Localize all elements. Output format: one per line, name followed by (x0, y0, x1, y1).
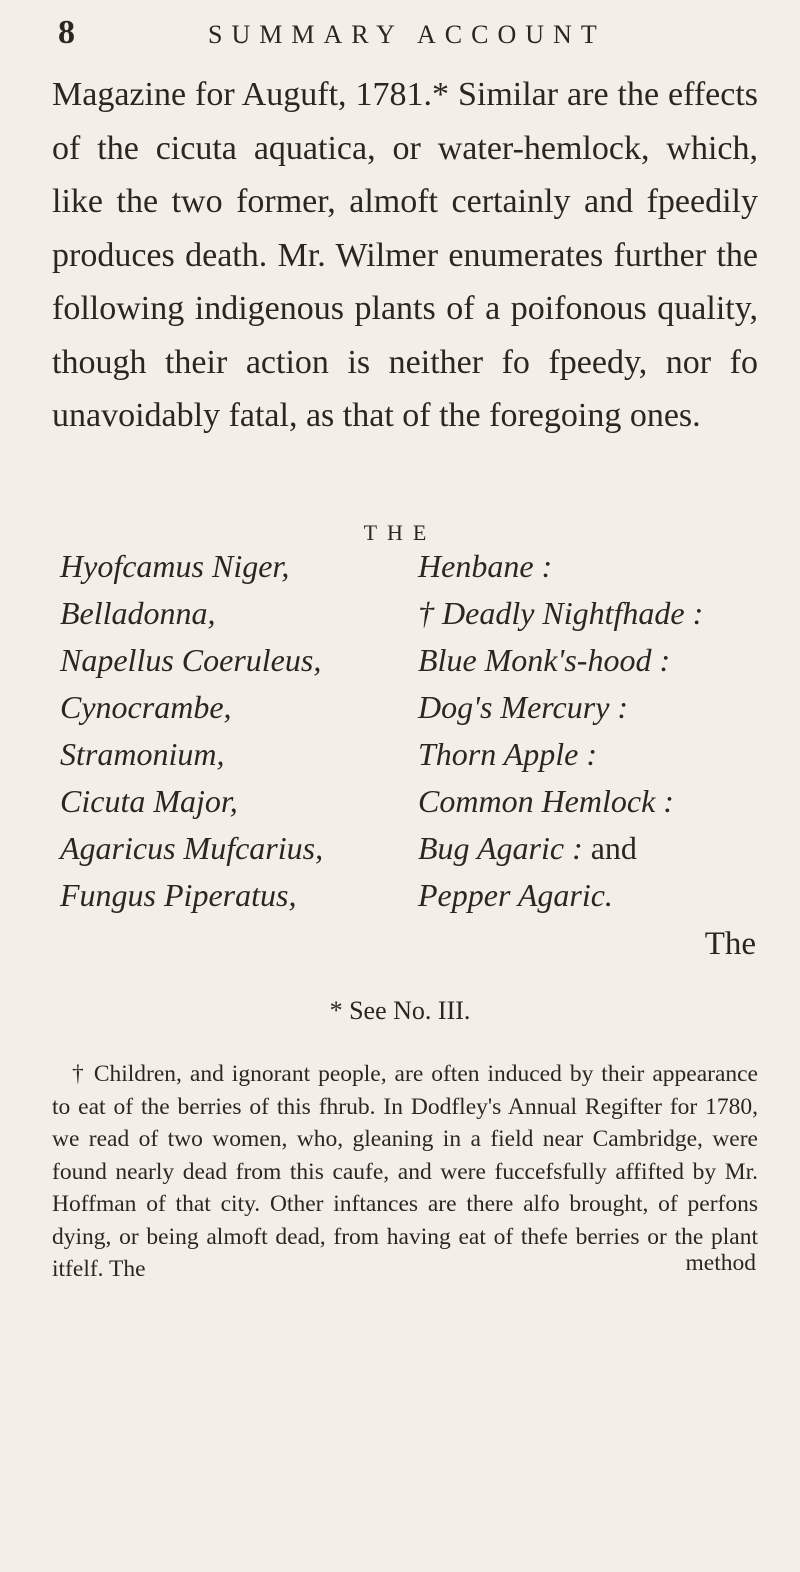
plant-latin-name: Hyofcamus Niger, (60, 548, 290, 584)
plant-list (52, 548, 772, 924)
plant-row (52, 877, 772, 924)
plant-latin-name: Napellus Coeruleus, (60, 642, 322, 678)
plant-common-name: Common Hemlock : (418, 783, 674, 819)
plant-latin-name: Belladonna, (60, 595, 216, 631)
plant-common-name-group (418, 830, 637, 867)
plant-latin-name: Agaricus Mufcarius, (60, 830, 324, 866)
plant-row (52, 783, 772, 830)
page-number: 8 (58, 14, 75, 51)
footnote-dagger (52, 1058, 758, 1286)
plant-common-name: Thorn Apple : (418, 736, 597, 772)
plant-common-name: Pepper Agaric. (418, 877, 613, 913)
plant-latin-name: Cynocrambe, (60, 689, 232, 725)
plant-row (52, 830, 772, 877)
footnote-star: * See No. III. (329, 996, 471, 1025)
plant-common-name: Blue Monk's-hood : (418, 642, 671, 678)
plant-row (52, 595, 772, 642)
list-heading: THE (363, 520, 437, 545)
plant-row (52, 642, 772, 689)
running-head (58, 14, 758, 64)
plant-common-name: Bug Agaric : (418, 830, 583, 866)
plant-latin-name: Cicuta Major, (60, 783, 238, 819)
plant-row (52, 736, 772, 783)
body-paragraph: Magazine for Auguft, 1781.* Similar are the effects of the cicuta aquatica, or water-hemlock, which, like the two former, almoft certainly and fpeedily produces death. Mr. Wilmer enumerates further the following indigenous plants of a poifonous quality, though their action is neither fo fpeedy, nor fo unavoidably fatal, as that of the foregoing ones. (52, 76, 758, 434)
plant-row (52, 689, 772, 736)
plant-common-name: † Deadly Nightfhade : (418, 595, 704, 631)
plant-common-name: Dog's Mercury : (418, 689, 629, 725)
plant-common-name: Henbane : (418, 548, 553, 584)
running-head-title: SUMMARY ACCOUNT (208, 20, 606, 49)
plant-row (52, 548, 772, 595)
footnote-dagger-text: † Children, and ignorant people, are often induced by their appearance to eat of the berries of this fhrub. In Dodfley's Annual Regifter for 1780, we read of two women, who, gleaning in a field near Cambridge, were found nearly dead from this caufe, and were fuccefsfully affifted by Mr. Hoffman of that city. Other inftances are there alfo brought, of perfons dying, or being almoft dead, from having eat of thefe berries or the plant itfelf. The (52, 1061, 758, 1282)
conjunction-and: and (590, 830, 637, 866)
body-text (52, 68, 758, 443)
plant-latin-name: Stramonium, (60, 736, 225, 772)
footnote-catchword: method (685, 1250, 756, 1276)
catchword: The (704, 926, 756, 962)
plant-latin-name: Fungus Piperatus, (60, 877, 297, 913)
